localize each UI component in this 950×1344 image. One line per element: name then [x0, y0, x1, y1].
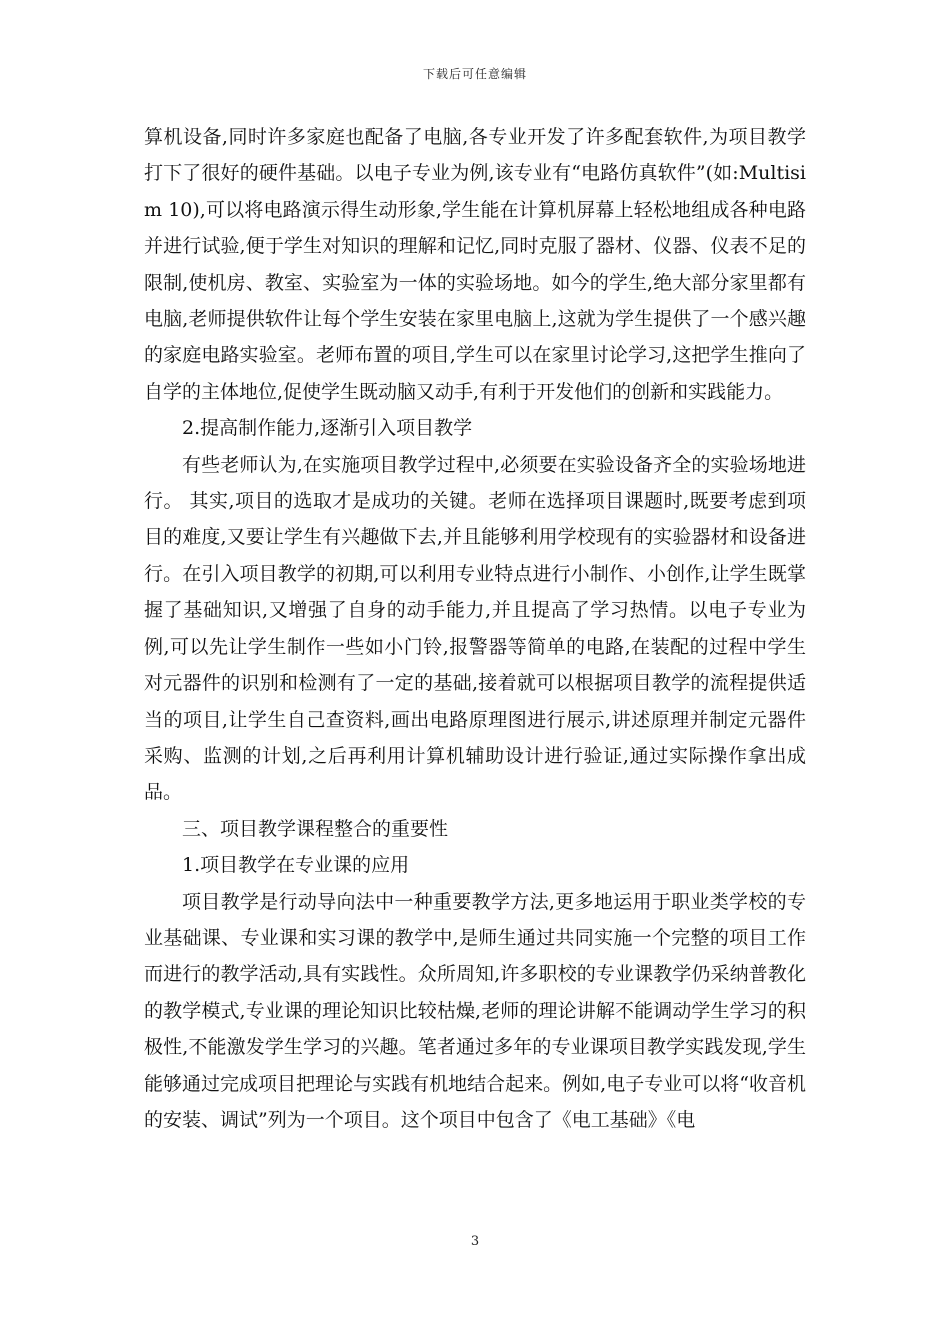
subheading-2: 2.提高制作能力,逐渐引入项目教学	[182, 417, 473, 440]
subheading-1: 1.项目教学在专业课的应用	[182, 854, 410, 877]
section-heading-3: 三、项目教学课程整合的重要性	[182, 817, 449, 840]
paragraph-project-selection: 有些老师认为,在实施项目教学过程中,必须要在实验设备齐全的实验场地进行。 其实,项目的选取才是成功的关键。老师在选择项目课题时,既要考虑到项目的难度,又要让学生有兴趣做下去,并且能够利用学校现有的实验器材和设备进行。在引入项目教学的初期,可以利用专业特点进行小制作、小创作,让学生既掌握了基础知识,又增强了自身的动手能力,并且提高了学习热情。以电子专业为例,可以先让学生制作一些如小门铃,报警器等简单的电路,在装配的过程中学生对元器件的识别和检测有了一定的基础,接着就可以根据项目教学的流程提供适当的项目,让学生自己查资料,画出电路原理图进行展示,讲述原理并制定元器件采购、监测的计划,之后再利用计算机辅助设计进行验证,通过实际操作拿出成品。	[144, 453, 806, 804]
page-number: 3	[470, 1234, 480, 1249]
page-header: 下载后可任意编辑	[422, 67, 527, 81]
document-body	[144, 119, 806, 1138]
paragraph-project-teaching: 项目教学是行动导向法中一种重要教学方法,更多地运用于职业类学校的专业基础课、专业课和实习课的教学中,是师生通过共同实施一个完整的项目工作而进行的教学活动,具有实践性。众所周知,许多职校的专业课教学仍采纳普教化的教学模式,专业课的理论知识比较枯燥,老师的理论讲解不能调动学生学习的积极性,不能激发学生学习的兴趣。笔者通过多年的专业课项目教学实践发现,学生能够通过完成项目把理论与实践有机地结合起来。例如,电子专业可以将“收音机的安装、调试”列为一个项目。这个项目中包含了《电工基础》《电	[144, 890, 806, 1131]
paragraph-continuation: 算机设备,同时许多家庭也配备了电脑,各专业开发了许多配套软件,为项目教学打下了很好的硬件基础。以电子专业为例,该专业有“电路仿真软件”(如:Multisim 10),可以将电路演示得生动形象,学生能在计算机屏幕上轻松地组成各种电路并进行试验,便于学生对知识的理解和记忆,同时克服了器材、仪器、仪表不足的限制,使机房、教室、实验室为一体的实验场地。如今的学生,绝大部分家里都有电脑,老师提供软件让每个学生安装在家里电脑上,这就为学生提供了一个感兴趣的家庭电路实验室。老师布置的项目,学生可以在家里讨论学习,这把学生推向了自学的主体地位,促使学生既动脑又动手,有利于开发他们的创新和实践能力。	[144, 126, 806, 403]
